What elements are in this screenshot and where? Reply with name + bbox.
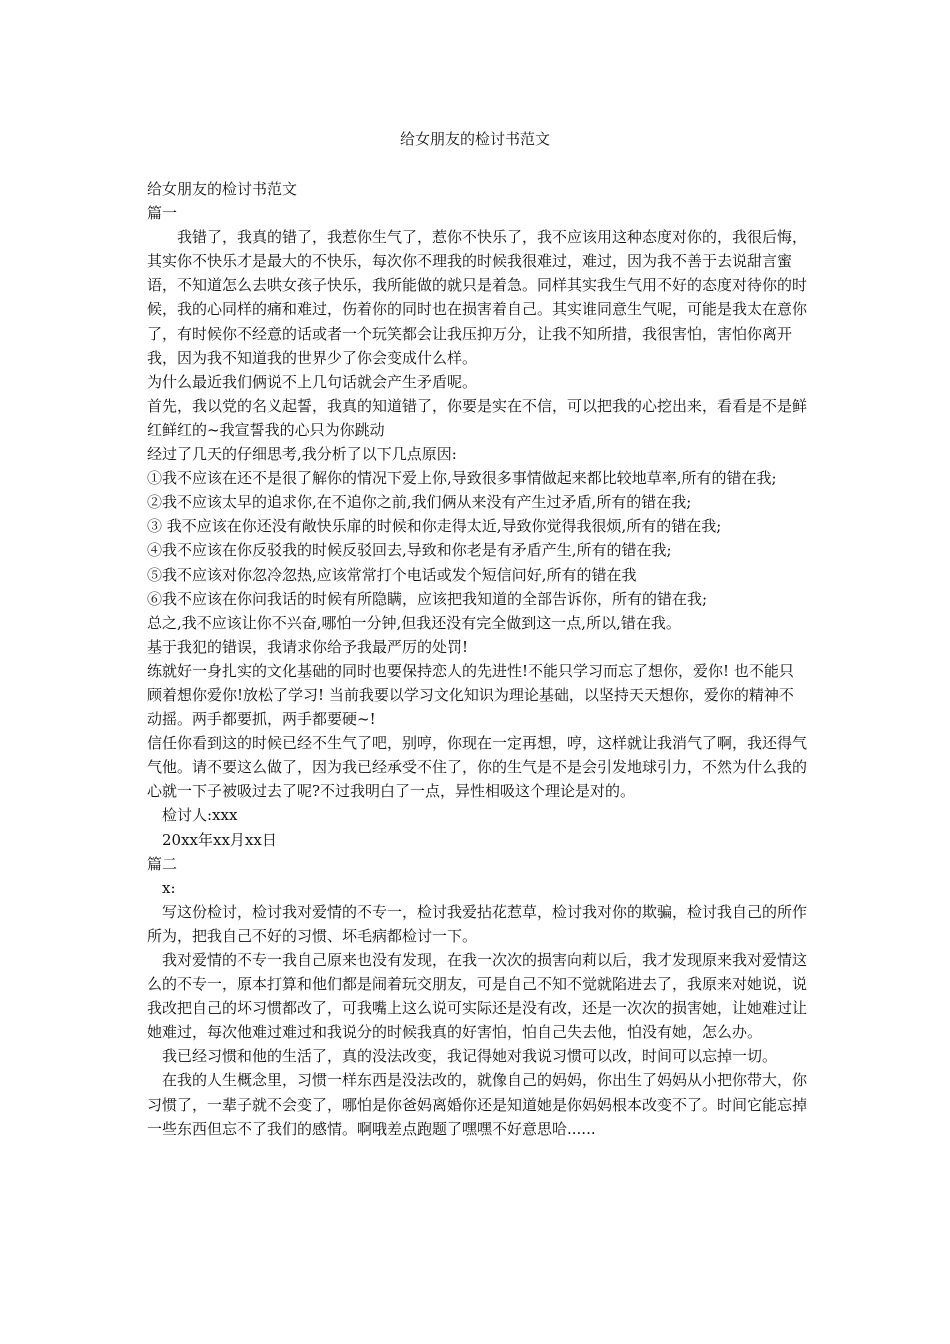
paragraph: 信任你看到这的时候已经不生气了吧，别哼，你现在一定再想，哼，这样就让我消气了啊，我还得气气他。请不要这么做了，因为我已经承受不住了，你的生气是不是会引发地球引力，不然为什么我的心就一下子被吸过去了呢?不过我明白了一点，异性相吸这个理论是对的。 <box>147 734 808 801</box>
salutation: x: <box>162 878 176 897</box>
section-label: 篇二 <box>147 854 178 873</box>
date: 20xx年xx月xx日 <box>162 830 277 849</box>
section-label: 篇一 <box>147 204 178 223</box>
paragraph: 基于我犯的错误，我请求你给予我最严厉的处罚! <box>147 637 469 656</box>
list-item: ⑤我不应该对你忽冷忽热,应该常常打个电话或发个短信问好,所有的错在我 <box>147 565 637 584</box>
list-item: ②我不应该太早的追求你,在不追你之前,我们俩从来没有产生过矛盾,所有的错在我; <box>147 493 692 512</box>
document-body <box>147 177 807 1141</box>
paragraph: 首先，我以党的名义起誓，我真的知道错了，你要是实在不信，可以把我的心挖出来，看看是不是鲜红鲜红的~我宣誓我的心只为你跳动 <box>147 396 808 439</box>
paragraph: 我错了，我真的错了，我惹你生气了，惹你不快乐了，我不应该用这种态度对你的，我很后悔，其实你不快乐才是最大的不快乐，每次你不理我的时候我很难过，难过，因为我不善于去说甜言蜜语，不知道怎么去哄女孩子快乐，我所能做的就只是着急。同样其实我生气用不好的态度对待你的时候，我的心同样的痛和难过，伤着你的同时也在损害着自己。其实谁同意生气呢，可能是我太在意你了，有时候你不经意的话或者一个玩笑都会让我压抑万分，让我不知所措，我很害怕，害怕你离开我，因为我不知道我的世界少了你会变成什么样。 <box>147 228 808 367</box>
document-heading: 给女朋友的检讨书范文 <box>147 180 298 198</box>
paragraph: 为什么最近我们俩说不上几句话就会产生矛盾呢。 <box>147 372 478 391</box>
paragraph: 我对爱情的不专一我自己原来也没有发现，在我一次次的损害向莉以后，我才发现原来我对爱情这么的不专一，原本打算和他们都是闹着玩交朋友，可是自己不知不觉就陷进去了，我原来对她说，说我改把自己的坏习惯都改了，可我嘴上这么说可实际还是没有改，还是一次次的损害她，让她难过让她难过，每次他难过难过和我说分的时候我真的好害怕，怕自己失去他，怕没有她，怎么办。 <box>147 951 808 1042</box>
paragraph: 在我的人生概念里，习惯一样东西是没法改的，就像自己的妈妈，你出生了妈妈从小把你带大，你习惯了，一辈子就不会变了，哪怕是你爸妈离婚你还是知道她是你妈妈根本改变不了。时间它能忘掉一些东西但忘不了我们的感情。啊哦差点跑题了嘿嘿不好意思哈...... <box>147 1071 808 1138</box>
paragraph: 我已经习惯和他的生活了，真的没法改变，我记得她对我说习惯可以改，时间可以忘掉一切。 <box>162 1047 778 1066</box>
document-title: 给女朋友的检讨书范文 <box>399 130 550 148</box>
paragraph: 练就好一身扎实的文化基础的同时也要保持恋人的先进性!不能只学习而忘了想你，爱你! 也不能只顾着想你爱你!放松了学习! 当前我要以学习文化知识为理论基础，以坚持天天想你，爱你的精神不动摇。两手都要抓，两手都要硬~! <box>147 661 794 729</box>
list-item: ③ 我不应该在你还没有敞快乐扉的时候和你走得太近,导致你觉得我很烦,所有的错在我; <box>147 517 722 536</box>
paragraph: 写这份检讨，检讨我对爱情的不专一，检讨我爱拈花惹草，检讨我对你的欺骗，检讨我自己的所作所为，把我自己不好的习惯、坏毛病都检讨一下。 <box>147 902 808 945</box>
list-item: ⑥我不应该在你问我话的时候有所隐瞒，应该把我知道的全部告诉你，所有的错在我; <box>147 589 708 608</box>
list-item: ④我不应该在你反驳我的时候反驳回去,导致和你老是有矛盾产生,所有的错在我; <box>147 541 672 560</box>
list-item: ①我不应该在还不是很了解你的情况下爱上你,导致很多事情做起来都比较地草率,所有的错在我; <box>147 469 777 488</box>
paragraph: 总之,我不应该让你不兴奋,哪怕一分钟,但我还没有完全做到这一点,所以,错在我。 <box>147 613 681 632</box>
signer: 检讨人:xxx <box>162 806 238 825</box>
paragraph: 经过了几天的仔细思考,我分析了以下几点原因: <box>147 445 457 464</box>
